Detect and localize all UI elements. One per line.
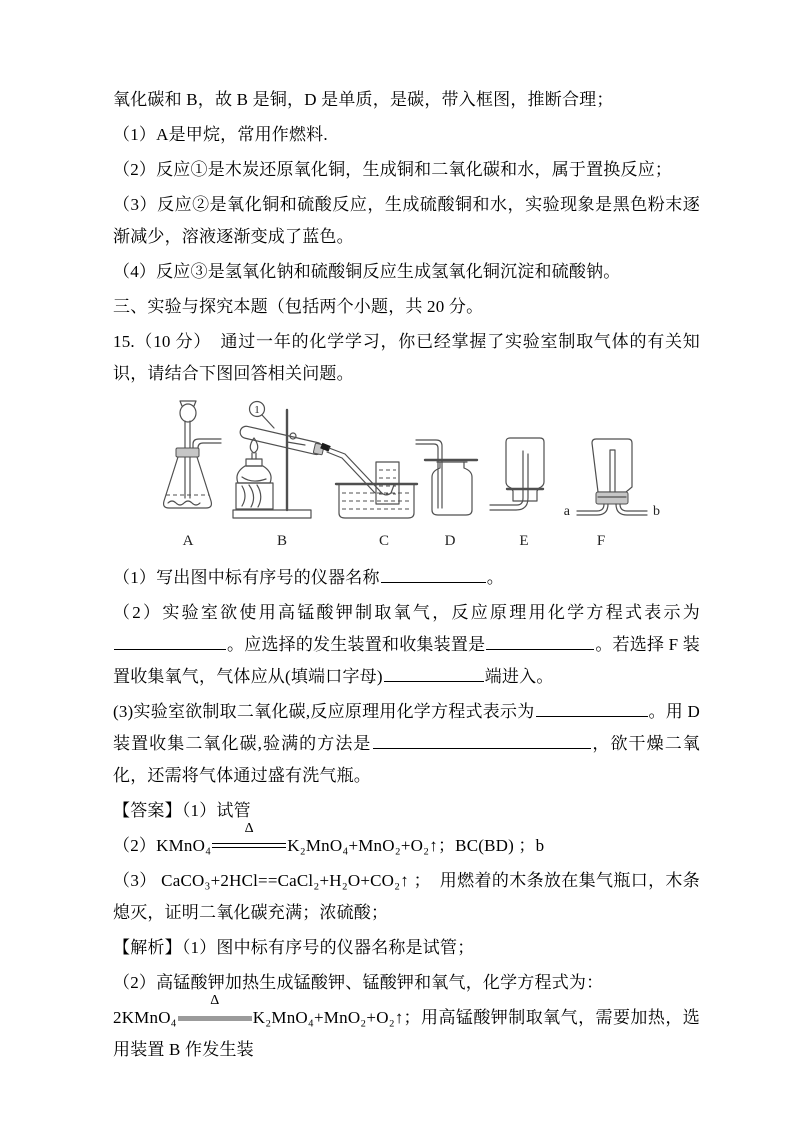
intro-line-1: 氧化碳和 B，故 B 是铜，D 是单质，是碳，带入框图，推断合理； xyxy=(113,90,614,109)
kmno4-equation xyxy=(113,821,438,855)
answer-item-2 xyxy=(113,821,700,862)
eq2-products: K₂MnO₄+MnO₂+O₂↑ xyxy=(252,1008,404,1027)
equals-double-line xyxy=(212,843,286,848)
q3-text-1: (3)实验室欲制取二氧化碳,反应原理用化学方程式表示为 xyxy=(113,702,535,721)
callout-1-label: 1 xyxy=(254,404,260,416)
port-a-label: a xyxy=(563,504,570,519)
question-15-part2 xyxy=(113,597,700,693)
q1-text: （1）写出图中标有序号的仪器名称 xyxy=(113,568,380,587)
answer-blank xyxy=(384,663,484,682)
answer-blank xyxy=(373,730,591,749)
answer-blank xyxy=(114,631,226,650)
port-b-label: b xyxy=(653,504,660,519)
label-C: C xyxy=(378,533,390,549)
label-D: D xyxy=(444,533,456,549)
label-A: A xyxy=(182,533,194,549)
apparatus-E-gas-bottle-downward xyxy=(490,438,544,510)
equation-condition-arrow xyxy=(212,821,286,853)
apparatus-F-two-port-bottle xyxy=(564,439,660,519)
intro-item-2: （2）反应①是木炭还原氧化铜，生成铜和二氧化碳和水，属于置换反应； xyxy=(113,160,673,179)
q2-text-2: 。应选择的发生装置和收集装置是 xyxy=(227,635,486,654)
answer-item-1: （1）试管 xyxy=(181,801,251,820)
apparatus-B-heated-test-tube xyxy=(233,402,394,519)
answer-label: 【答案】 xyxy=(113,801,182,820)
intro-item-3: （3）反应②是氧化铜和硫酸反应，生成硫酸铜和水，实验现象是黑色粉末逐渐减少，溶液逐渐变成了蓝色。 xyxy=(113,195,700,246)
analysis-heading-line xyxy=(113,932,700,964)
apparatus-A-generator xyxy=(164,401,221,508)
thick-gray-line xyxy=(178,1016,252,1021)
q3-text-2: 。用 D 装置收集二氧化碳,验满的方法是 xyxy=(113,702,700,753)
apparatus-figure xyxy=(149,398,700,554)
kmno4-equation-2 xyxy=(113,993,404,1027)
eq-reactants: KMnO₄ xyxy=(156,836,212,855)
answer-blank xyxy=(381,564,486,583)
eq-prefix: （2） xyxy=(113,836,157,855)
answer-blank xyxy=(486,631,594,650)
delta-condition-2: Δ xyxy=(210,993,220,1008)
apparatus-C-water-trough xyxy=(336,462,417,518)
answer-blank xyxy=(536,698,648,717)
q2-text-1: （2）实验室欲使用高锰酸钾制取氧气，反应原理用化学方程式表示为 xyxy=(113,603,700,622)
q3-text-end: ，欲干燥二氧化，还需将气体通过盛有洗气瓶。 xyxy=(113,734,700,785)
analysis-item-3-rest: ；用高锰酸钾制取氧气，需要加热，选用装置 B 作发生装 xyxy=(113,1008,700,1059)
label-B: B xyxy=(276,533,288,549)
eq-products: K₂MnO₄+MnO₂+O₂↑ xyxy=(287,836,438,855)
apparatus-diagram xyxy=(149,398,689,554)
intro-item-1: （1）A是甲烷，常用作燃料. xyxy=(113,125,328,144)
intro-item-4: （4）反应③是氢氧化钠和硫酸铜反应生成氢氧化铜沉淀和硫酸钠。 xyxy=(113,262,621,281)
answer-heading-line xyxy=(113,795,700,827)
question-15-part3 xyxy=(113,696,700,792)
label-F: F xyxy=(596,533,606,549)
analysis-item-1: （1）图中标有序号的仪器名称是试管； xyxy=(181,938,475,957)
eq2-reactants: 2KMnO₄ xyxy=(113,1008,177,1027)
q2-text-end: 端进入。 xyxy=(484,667,554,686)
label-E: E xyxy=(519,533,529,549)
analysis-label: 【解析】 xyxy=(113,938,182,957)
apparatus-D-gas-bottle-upward xyxy=(416,440,477,515)
analysis-item-2: （2）高锰酸钾加热生成锰酸钾、锰酸钾和氧气，化学方程式为： xyxy=(113,973,604,992)
delta-condition: Δ xyxy=(244,821,254,836)
answer-item-3: （3） CaCO₃+2HCl==CaCl₂+H₂O+CO₂↑ ； 用燃着的木条放在集气瓶口，木条熄灭，证明二氧化碳充满；浓硫酸； xyxy=(113,871,700,922)
q1-text-end: 。 xyxy=(486,568,504,587)
question-15-part1 xyxy=(113,562,700,594)
analysis-item-3 xyxy=(113,993,700,1066)
equation-condition-arrow-2 xyxy=(178,993,252,1025)
q2-text-3: 。若选择 F 装置收集氧气，气体应从(填端口字母) xyxy=(113,635,701,686)
question-15-stem: 15.（10 分） 通过一年的化学学习，你已经掌握了实验室制取气体的有关知识，请结合下图回答相关问题。 xyxy=(113,332,700,383)
section-heading: 三、实验与探究本题（包括两个小题，共 20 分。 xyxy=(113,297,484,316)
answer-item-2-rest: ；BC(BD) ；b xyxy=(437,836,545,855)
